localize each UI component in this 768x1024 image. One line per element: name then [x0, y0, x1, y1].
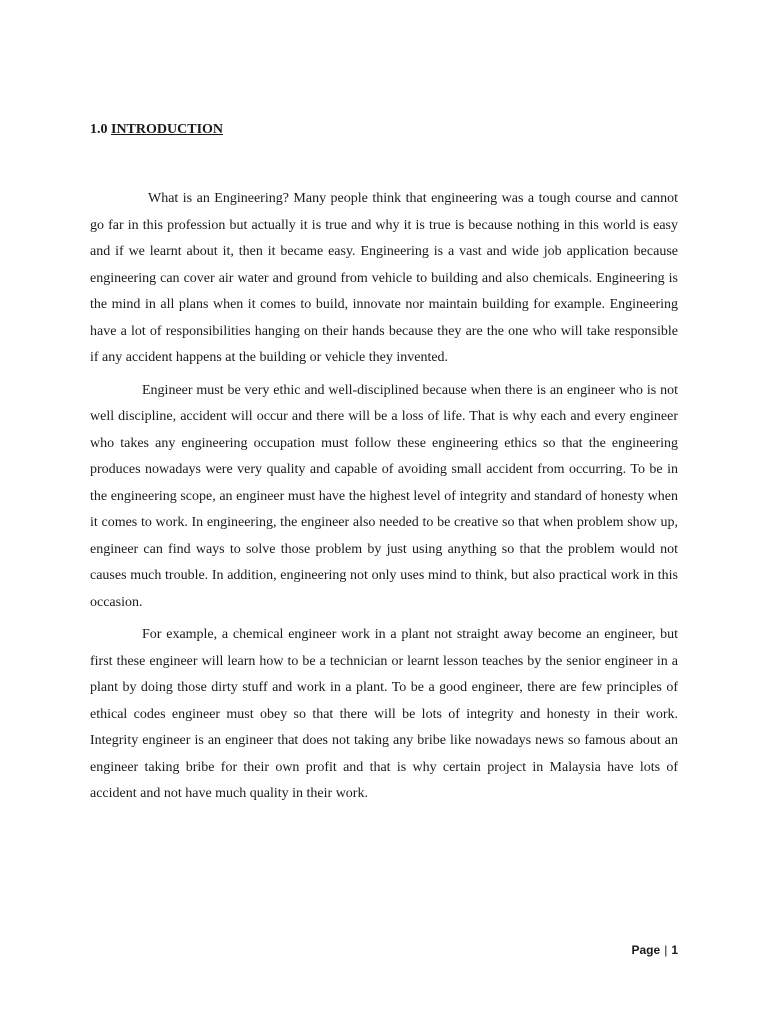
page-number: 1	[671, 943, 678, 957]
section-number: 1.0	[90, 122, 108, 137]
paragraph-3: For example, a chemical engineer work in a plant not straight away become an engineer, but first these engineer will learn how to be a technician or learnt lesson teaches by the senior engineer in a plant by doing those dirty stuff and work in a plant. To be a good engineer, there are few principles of ethical codes engineer must obey so that there will be lots of integrity and honesty in their work. Integrity engineer is an engineer that does not taking any bribe like nowadays news so famous about an engineer taking bribe for their own profit and that is why certain project in Malaysia have lots of accident and not have much quality in their work.	[90, 627, 678, 801]
page-footer	[632, 943, 679, 957]
section-title: INTRODUCTION	[111, 122, 224, 137]
page-label: Page	[631, 943, 661, 957]
paragraph-1: What is an Engineering? Many people think that engineering was a tough course and cannot go far in this profession but actually it is true and why it is true is because nothing in this world is easy and if we learnt about it, then it became easy. Engineering is a vast and wide job application because engineering can cover air water and ground from vehicle to building and also chemicals. Engineering is the mind in all plans when it comes to build, innovate nor maintain building for example. Engineering have a lot of responsibilities hanging on their hands because they are the one who will take responsible if any accident happens at the building or vehicle they invented.	[90, 191, 678, 365]
paragraph-2: Engineer must be very ethic and well-disciplined because when there is an engineer who is not well discipline, accident will occur and there will be a loss of life. That is why each and every engineer who takes any engineering occupation must follow these engineering ethics so that the engineering produces nowadays were very quality and capable of avoiding small accident from occurring. To be in the engineering scope, an engineer must have the highest level of integrity and standard of honesty when it comes to work. In engineering, the engineer also needed to be creative so that when problem show up, engineer can find ways to solve those problem by just using anything so that the problem would not causes much trouble. In addition, engineering not only uses mind to think, but also practical work in this occasion.	[90, 382, 678, 610]
section-heading	[90, 122, 223, 138]
document-body	[90, 186, 678, 814]
page-separator: |	[664, 943, 668, 957]
